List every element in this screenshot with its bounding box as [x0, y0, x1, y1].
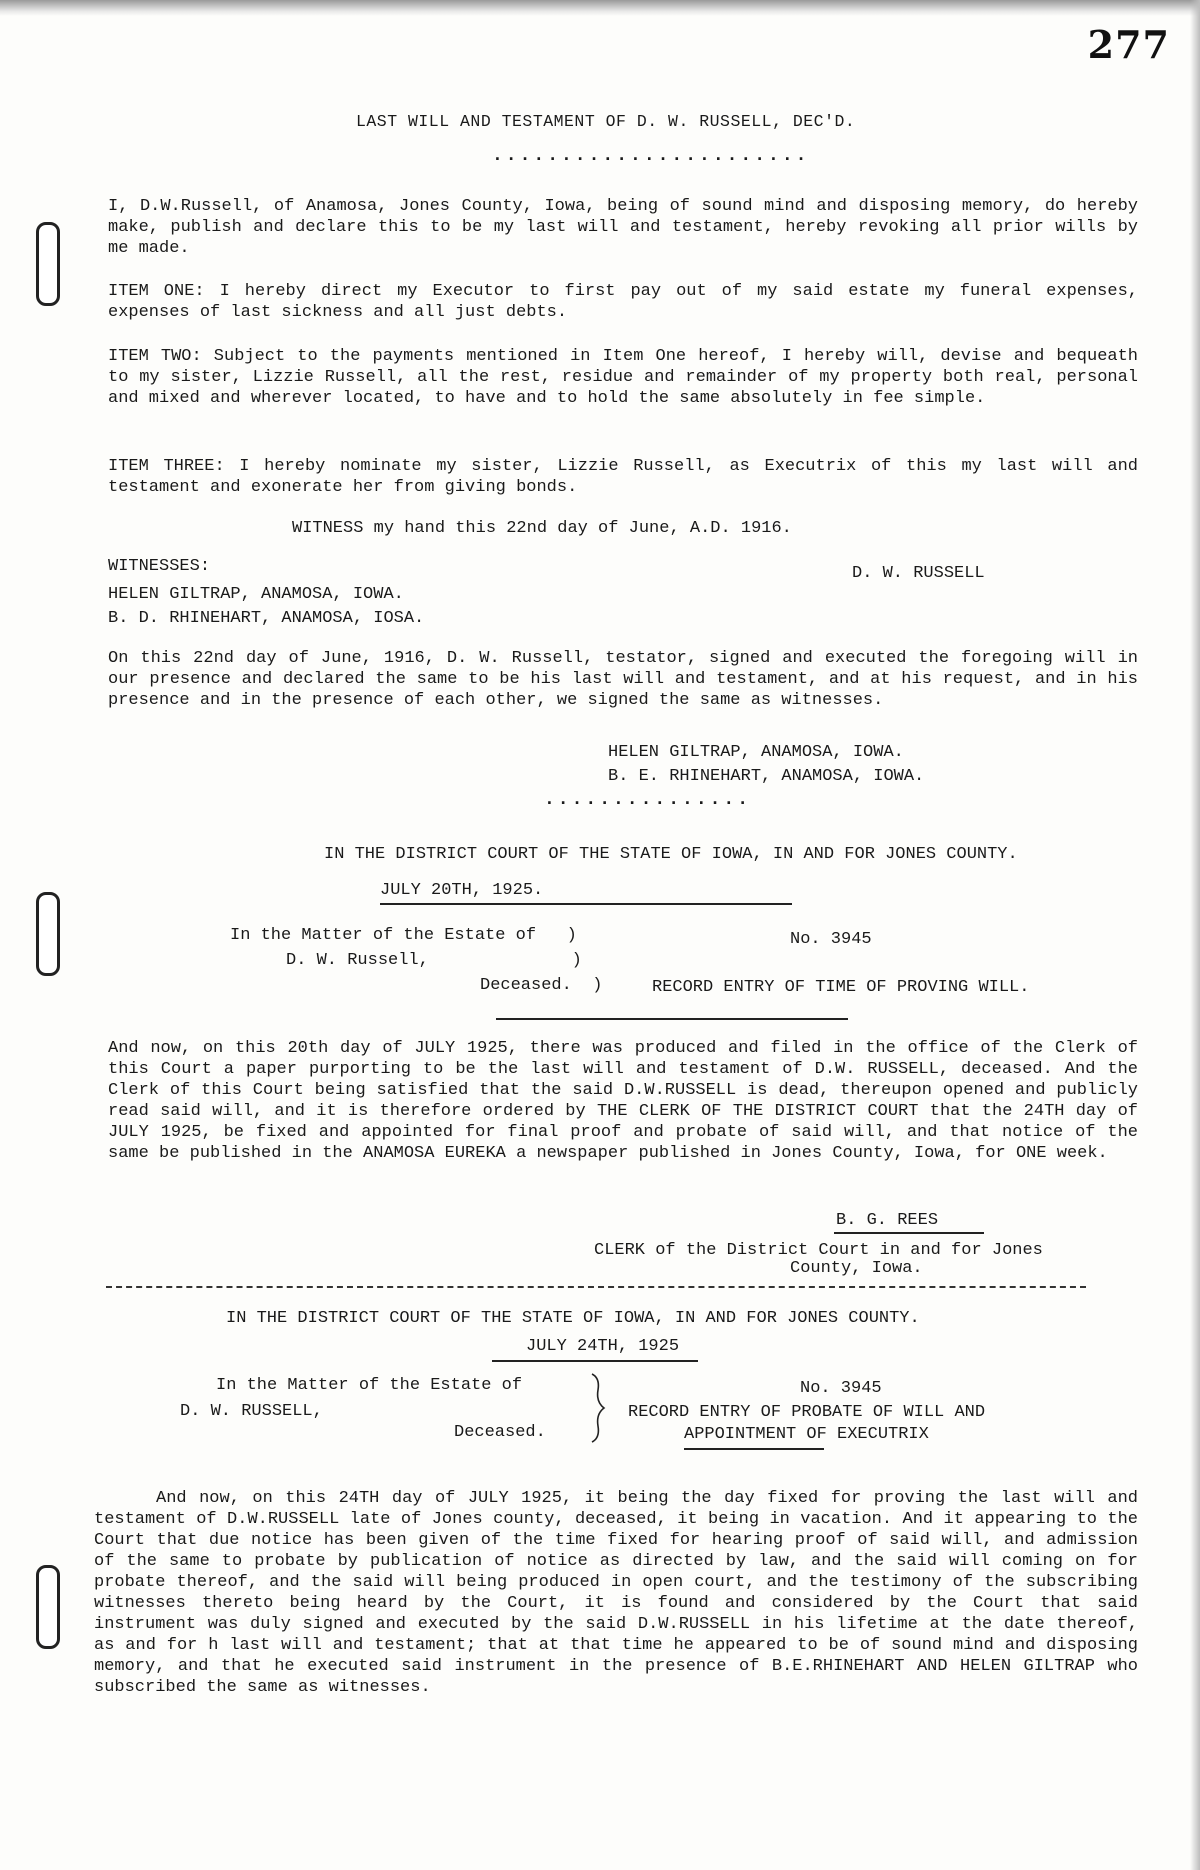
attestation-clause: On this 22nd day of June, 1916, D. W. Russell, testator, signed and executed the foregoing will in our presence and declared the same to be his last will and testament, and at his request, and in his presence and in the presence of each other, we signed the same as witnesses.: [108, 649, 1138, 710]
record1-date-underline: [380, 903, 792, 905]
record2-entry-title-1: RECORD ENTRY OF PROBATE OF WILL AND: [628, 1403, 986, 1422]
record1-entry-title: RECORD ENTRY OF TIME OF PROVING WILL.: [652, 978, 1030, 997]
record2-matter-line-3: Deceased.: [454, 1423, 546, 1442]
record2-brace-icon: [588, 1372, 608, 1444]
record2-body: And now, on this 24TH day of JULY 1925, it being the day fixed for proving the last will and testament of D.W.RUSSELL late of Jones county, deceased, it being in vacation. And it appearing to the Court that due notice has been given of the time fixed for hearing proof of said will, and admission of the same to probate by publication of notice as directed by law, and the said will coming on for probate thereof, and the said will being produced in open court, and the testimony of the subscribing witnesses thereto being heard by the Court, it is found and considered by the Court that said instrument was duly signed and executed by the said D.W.RUSSELL in his lifetime at the date thereof, as and for h last will and testament; that at that time he appeared to be of sound mind and disposing memory, and that he executed said instrument in the presence of B.E.RHINEHART AND HELEN GILTRAP who subscribed the same as witnesses.: [94, 1489, 1138, 1697]
page-number: 277: [1087, 22, 1170, 67]
record2-court-heading: IN THE DISTRICT COURT OF THE STATE OF IOWA, IN AND FOR JONES COUNTY.: [226, 1309, 920, 1328]
attestation-signature-2: B. E. RHINEHART, ANAMOSA, IOWA.: [608, 767, 925, 786]
end-dots: ...............: [544, 790, 752, 810]
clerk-signature-underline: [834, 1232, 984, 1234]
record1-body: And now, on this 20th day of JULY 1925, there was produced and filed in the office of the Clerk of this Court a paper purporting to be the last will and testament of D.W. RUSSELL, deceased. And the Clerk of this Court being satisfied that the said D.W.RUSSELL is dead, thereupon opened and publicly read said will, and it is therefore ordered by THE CLERK OF THE DISTRICT COURT that the 24TH day of JULY 1925, be fixed and appointed for final proof and probate of said will, and that notice of the same be published in the ANAMOSA EUREKA a newspaper published in Jones County, Iowa, for ONE week.: [108, 1039, 1138, 1163]
record2-title-underline: [684, 1448, 824, 1450]
record1-court-heading: IN THE DISTRICT COURT OF THE STATE OF IOWA, IN AND FOR JONES COUNTY.: [324, 845, 1018, 864]
scan-shadow-right: [1190, 0, 1200, 1870]
witness-2: B. D. RHINEHART, ANAMOSA, IOSA.: [108, 609, 425, 628]
record2-case-number: No. 3945: [800, 1379, 882, 1398]
will-item-two: ITEM TWO: Subject to the payments mentioned in Item One hereof, I hereby will, devise and bequeath to my sister, Lizzie Russell, all the rest, residue and remainder of my property both real, personal and mixed and wherever located, to have and to hold the same absolutely in fee simple.: [108, 347, 1138, 408]
record1-case-number: No. 3945: [790, 930, 872, 949]
section-divider: [106, 1286, 1086, 1288]
separator-dots: .......................: [492, 146, 810, 166]
witnesses-label: WITNESSES:: [108, 557, 211, 576]
record2-date: JULY 24TH, 1925: [526, 1337, 680, 1356]
record1-matter-line-1: In the Matter of the Estate of ): [230, 926, 577, 945]
binder-ring-icon: [36, 1565, 60, 1649]
record2-entry-title-2: APPOINTMENT OF EXECUTRIX: [684, 1425, 929, 1444]
binder-ring-icon: [36, 222, 60, 306]
witness-1: HELEN GILTRAP, ANAMOSA, IOWA.: [108, 585, 404, 604]
will-item-one: ITEM ONE: I hereby direct my Executor to first pay out of my said estate my funeral expenses, expenses of last sickness and all just debts.: [108, 282, 1138, 322]
binder-ring-icon: [36, 892, 60, 976]
record1-date: JULY 20TH, 1925.: [380, 881, 544, 900]
attestation-signature-1: HELEN GILTRAP, ANAMOSA, IOWA.: [608, 743, 904, 762]
witness-line: WITNESS my hand this 22nd day of June, A.D. 1916.: [292, 519, 792, 538]
record2-matter-line-2: D. W. RUSSELL,: [180, 1402, 323, 1421]
will-intro: I, D.W.Russell, of Anamosa, Jones County, Iowa, being of sound mind and disposing memory, do hereby make, publish and declare this to be my last will and testament, hereby revoking all prior wills by me made.: [108, 197, 1138, 258]
testator-signature: D. W. RUSSELL: [852, 564, 985, 583]
record1-matter-line-3: Deceased. ): [480, 976, 603, 995]
clerk-signature: B. G. REES: [836, 1211, 939, 1230]
clerk-title-1: CLERK of the District Court in and for Jones: [594, 1241, 1043, 1260]
record1-rule: [496, 1018, 848, 1020]
clerk-title-2: County, Iowa.: [790, 1259, 923, 1278]
scan-shadow-top: [0, 0, 1200, 16]
page-title: LAST WILL AND TESTAMENT OF D. W. RUSSELL, DEC'D.: [356, 112, 856, 131]
record2-matter-line-1: In the Matter of the Estate of: [216, 1376, 523, 1395]
will-item-three: ITEM THREE: I hereby nominate my sister, Lizzie Russell, as Executrix of this my last will and testament and exonerate her from giving bonds.: [108, 457, 1138, 497]
record2-date-underline: [492, 1360, 698, 1362]
record1-matter-line-2: D. W. Russell, ): [286, 951, 582, 970]
